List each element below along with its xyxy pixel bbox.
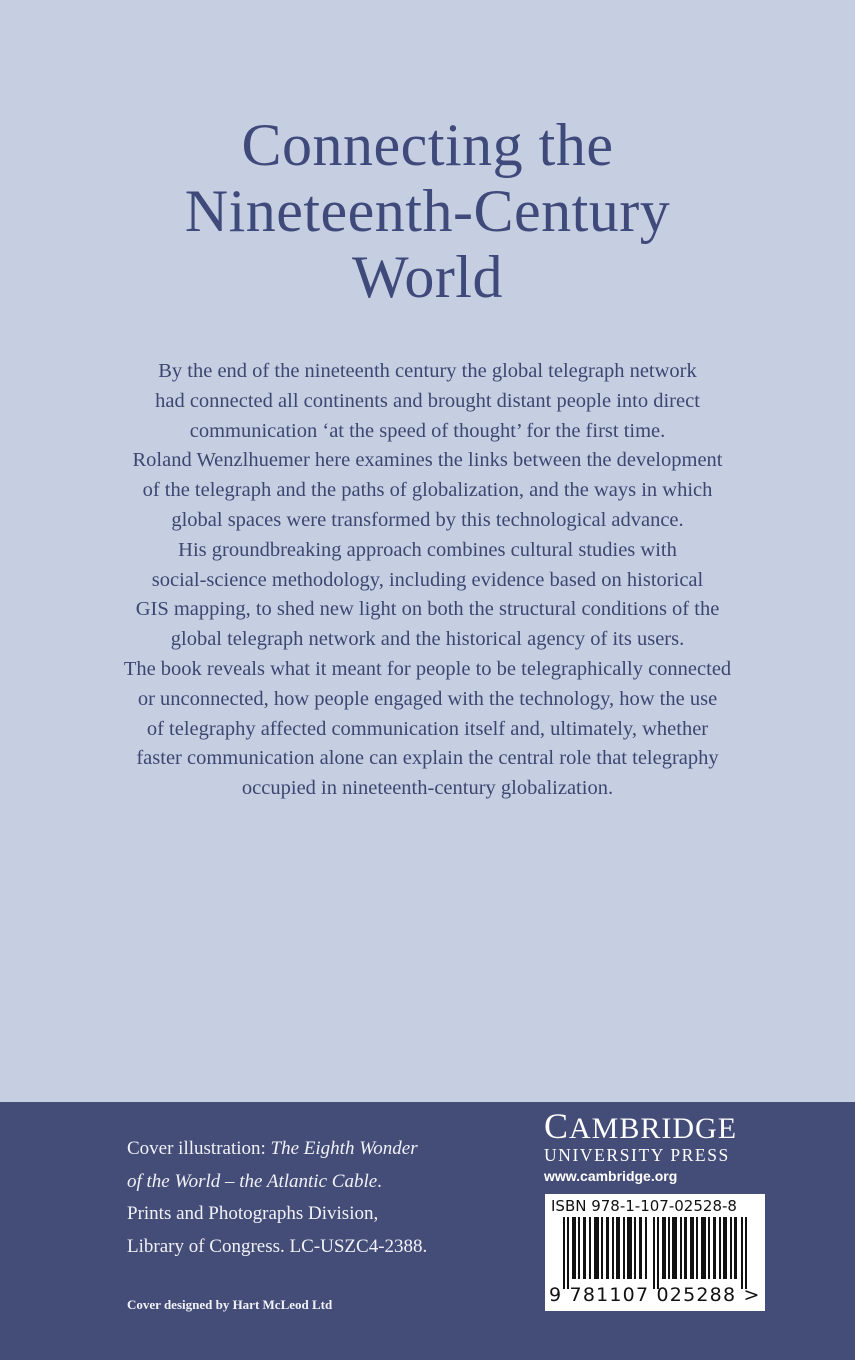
blurb-line: social-science methodology, including evidence based on historical [151, 568, 704, 591]
blurb-line: global spaces were transformed by this technological advance. [171, 508, 684, 531]
artwork-title-part-2: of the World – the Atlantic Cable [127, 1170, 378, 1192]
credit-line-1 [127, 1133, 427, 1166]
publisher-subtitle: UNIVERSITY PRESS [544, 1145, 730, 1165]
blurb-line: By the end of the nineteenth century the global telegraph network [158, 360, 697, 382]
isbn-barcode [545, 1194, 765, 1311]
publisher-name-rest: AMBRIDGE [569, 1112, 738, 1145]
publisher-logo [544, 1106, 738, 1186]
credit-label: Cover illustration: [127, 1138, 271, 1159]
blurb-line: of telegraphy affected communication itself and, ultimately, whether [146, 717, 709, 740]
credit-period: . [377, 1170, 382, 1192]
title-line: Connecting the [241, 112, 614, 178]
blurb-line: occupied in nineteenth-century globalization. [241, 777, 614, 800]
book-blurb [100, 357, 755, 804]
publisher-url[interactable]: www.cambridge.org [544, 1168, 678, 1184]
barcode-bars-icon [563, 1217, 753, 1289]
blurb-line: global telegraph network and the historical agency of its users. [170, 628, 685, 651]
credit-line-3: Prints and Photographs Division, [127, 1203, 379, 1224]
credit-line-4: Library of Congress. LC-USZC4-2388. [127, 1235, 428, 1257]
blurb-line: communication ‘at the speed of thought’ for the first time. [189, 419, 666, 442]
credit-line-2 [127, 1166, 427, 1199]
publisher-initial: C [544, 1106, 570, 1146]
title-line: World [352, 244, 503, 310]
blurb-line: of the telegraph and the paths of globalization, and the ways in which [142, 479, 713, 502]
blurb-line: His groundbreaking approach combines cultural studies with [178, 538, 677, 561]
blurb-line: faster communication alone can explain the central role that telegraphy [136, 747, 719, 770]
blurb-line: had connected all continents and brought distant people into direct [155, 389, 700, 412]
title-line: Nineteenth-Century [184, 178, 671, 244]
cover-illustration-credit [127, 1133, 427, 1263]
blurb-line: or unconnected, how people engaged with the technology, how the use [137, 687, 718, 710]
isbn-label: ISBN 978-1-107-02528-8 [551, 1197, 737, 1215]
blurb-line: GIS mapping, to shed new light on both the structural conditions of the [135, 598, 720, 621]
barcode-digits: 9 781107 025288 > [549, 1284, 761, 1306]
blurb-line: Roland Wenzlhuemer here examines the links between the development [132, 449, 723, 472]
publisher-name [544, 1106, 738, 1146]
blurb-line: The book reveals what it meant for people to be telegraphically connected [123, 657, 732, 680]
cover-designer: Cover designed by Hart McLeod Ltd [127, 1297, 333, 1312]
book-title [0, 112, 855, 310]
artwork-title-part-1: The Eighth Wonder [270, 1138, 418, 1159]
